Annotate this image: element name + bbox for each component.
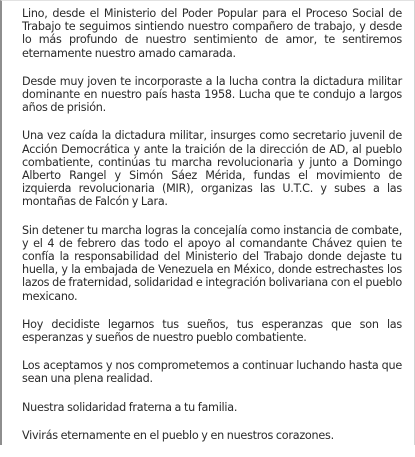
paragraph-intro: Lino, desde el Ministerio del Poder Popular para el Proceso Social de Trabajo te seguimos sintiendo nuestro compañero de trabajo, y desde lo más profundo de nuestro sentimiento de amor, te sentiremos eternamente nuestro amado camarada. xyxy=(22,7,402,60)
paragraph-commitment: Los aceptamos y nos comprometemos a continuar luchando hasta que sean una plena realidad. xyxy=(22,359,402,386)
paragraph-family-solidarity: Nuestra solidaridad fraterna a tu familia. xyxy=(22,400,238,414)
paragraph-ministry-and-embassy: Sin detener tu marcha logras la concejalía como instancia de combate, y el 4 de febrero das todo el apoyo al comandante Chávez quien te confía la responsabilidad del Ministerio del Trabajo donde dejaste tu huella, y la embajada de Venezuela en México, donde estrechastes los lazos de fraternidad, solidaridad e integración bolivariana con el pueblo mexicano. xyxy=(22,223,402,303)
paragraph-youth-struggle: Desde muy joven te incorporaste a la lucha contra la dictadura militar dominante en nuestro país hasta 1958. Lucha que te condujo a largos años de prisión. xyxy=(22,74,402,115)
paragraph-closing: Vivirás eternamente en el pueblo y en nuestros corazones. xyxy=(22,428,334,442)
paragraph-revolutionary-march: Una vez caída la dictadura militar, insurges como secretario juvenil de Acción Democrática y ante la traición de la dirección de AD, al pueblo combatiente, continúas tu marcha revolucionaria y junto a Domingo Alberto Rangel y Simón Sáez Mérida, fundas el movimiento de izquierda revolucionaria (MIR), organizas las U.T.C. y subes a las montañas de Falcón y Lara. xyxy=(22,129,402,209)
paragraph-dreams: Hoy decidiste legarnos tus sueños, tus esperanzas que son las esperanzas y sueños de nuestro pueblo combatiente. xyxy=(22,317,402,345)
letter-body xyxy=(22,7,402,457)
